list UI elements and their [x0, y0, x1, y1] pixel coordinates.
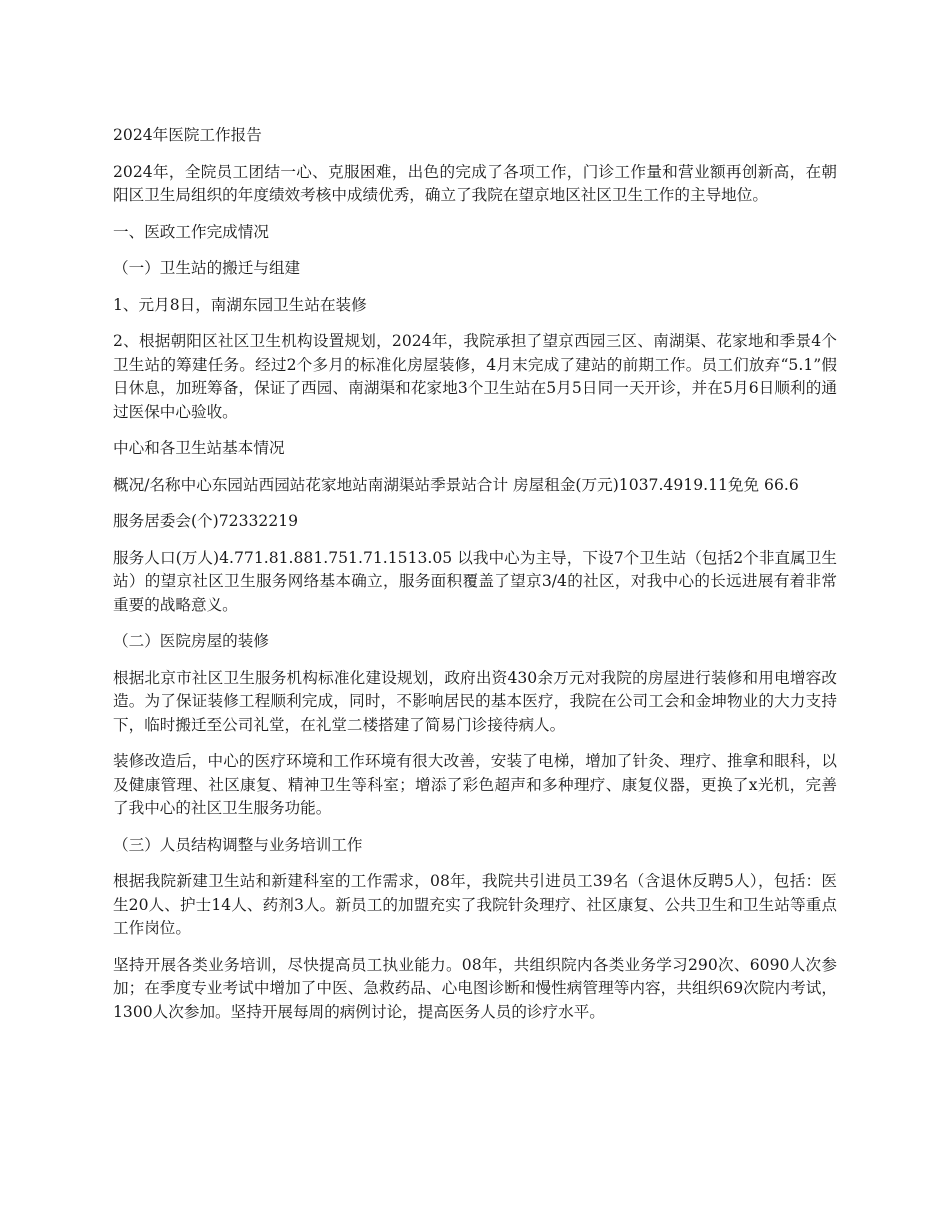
paragraph-staff-training: 坚持开展各类业务培训，尽快提高员工执业能力。08年，共组织院内各类业务学习290次、6090人次参加；在季度专业考试中增加了中医、急救药品、心电图诊断和慢性病管理等内容，共组织69次院内考试，1300人次参加。坚持开展每周的病例讨论，提高医务人员的诊疗水平。: [113, 955, 837, 1021]
paragraph-staff-recruitment: 根据我院新建卫生站和新建科室的工作需求，08年，我院共引进员工39名（含退休反聘5人），包括：医生20人、护士14人、药剂3人。新员工的加盟充实了我院针灸理疗、社区康复、公共卫生和卫生站等重点工作岗位。: [113, 872, 837, 937]
document-title: 2024年医院工作报告: [113, 126, 262, 144]
section-heading-medical-affairs: 一、医政工作完成情况: [113, 222, 269, 241]
paragraph-renovation-funding: 根据北京市社区卫生服务机构标准化建设规划，政府出资430余万元对我院的房屋进行装修和用电增容改造。为了保证装修工程顺利完成，同时，不影响居民的基本医疗，我院在公司工会和金坤物业的大力支持下，临时搬迁至公司礼堂，在礼堂二楼搭建了简易门诊接待病人。: [113, 668, 837, 734]
document-body: [113, 124, 837, 1037]
subsection-heading-staff-training: （三）人员结构调整与业务培训工作: [113, 835, 363, 854]
paragraph-station-renovation: 1、元月8日，南湖东园卫生站在装修: [113, 295, 367, 314]
paragraph-renovation-result: 装修改造后，中心的医疗环境和工作环境有很大改善，安装了电梯，增加了针灸、理疗、推拿和眼科，以及健康管理、社区康复、精神卫生等科室；增添了彩色超声和多种理疗、康复仪器，更换了x光机，完善了我中心的社区卫生服务功能。: [113, 752, 837, 817]
table-caption: 中心和各卫生站基本情况: [113, 439, 285, 457]
subsection-heading-station-relocation: （一）卫生站的搬迁与组建: [113, 259, 301, 277]
subsection-heading-building-renovation: （二）医院房屋的装修: [113, 632, 269, 650]
table-row-committees: 服务居委会(个)72332219: [113, 512, 299, 530]
table-row-population: 服务人口(万人)4.771.81.881.751.71.1513.05 以我中心为主导，下设7个卫生站（包括2个非直属卫生站）的望京社区卫生服务网络基本确立，服务面积覆盖了望京3/4的社区，对我中心的长远进展有着非常重要的战略意义。: [113, 548, 837, 614]
paragraph-station-planning: 2、根据朝阳区社区卫生机构设置规划，2024年，我院承担了望京西园三区、南湖渠、花家地和季景4个卫生站的筹建任务。经过2个多月的标准化房屋装修，4月末完成了建站的前期工作。员工们放弃“5.1”假日休息，加班筹备，保证了西园、南湖渠和花家地3个卫生站在5月5日同一天开诊，并在5月6日顺利的通过医保中心验收。: [113, 332, 837, 421]
table-row-rent: 概况/名称中心东园站西园站花家地站南湖渠站季景站合计 房屋租金(万元)1037.4919.11免免 66.6: [113, 475, 799, 494]
intro-paragraph: 2024年，全院员工团结一心、克服困难，出色的完成了各项工作，门诊工作量和营业额再创新高，在朝阳区卫生局组织的年度绩效考核中成绩优秀，确立了我院在望京地区社区卫生工作的主导地位。: [113, 162, 837, 204]
